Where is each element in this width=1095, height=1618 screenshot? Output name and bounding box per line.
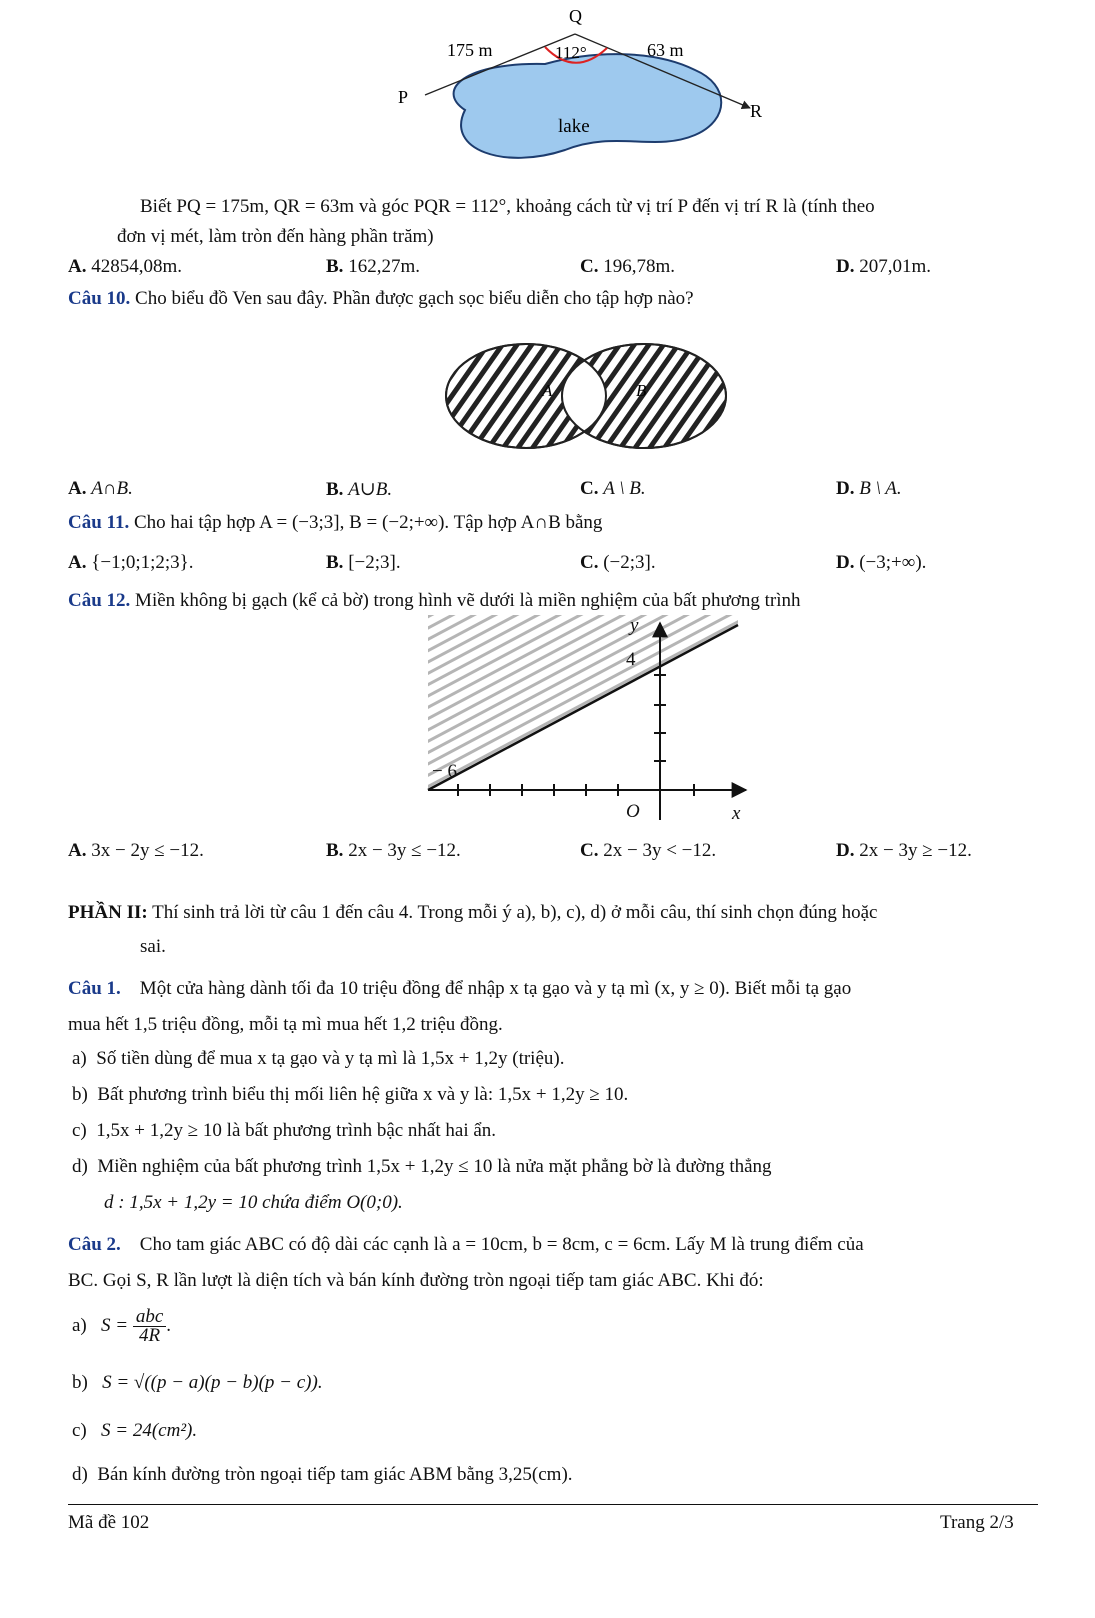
q9-option-b[interactable]: B. 162,27m.	[326, 256, 420, 277]
c2-item-b[interactable]: b) S = √((p − a)(p − b)(p − c)).	[72, 1372, 323, 1393]
pq-length: 175 m	[447, 40, 493, 60]
c1-question: Câu 1. Một cửa hàng dành tối đa 10 triệu đồng để nhập x tạ gạo và y tạ mì (x, y ≥ 0). Biết mỗi tạ gạo	[68, 978, 852, 999]
venn-label-a: A	[542, 381, 553, 400]
q10-option-b[interactable]: B. A∪B.	[326, 479, 393, 500]
lake-figure	[395, 0, 763, 175]
lake-label: lake	[558, 116, 590, 137]
hatched-region	[428, 615, 738, 790]
q11-option-b[interactable]: B. [−2;3].	[326, 552, 401, 573]
q12-option-a[interactable]: A. 3x − 2y ≤ −12.	[68, 840, 204, 861]
q9-option-a[interactable]: A. 42854,08m.	[68, 256, 183, 277]
q10-question: Câu 10. Cho biểu đồ Ven sau đây. Phần được gạch sọc biểu diễn cho tập hợp nào?	[68, 288, 694, 309]
c1-item-d-line2: d : 1,5x + 1,2y = 10 chứa điểm O(0;0).	[104, 1192, 403, 1213]
c1-item-a[interactable]: a) Số tiền dùng để mua x tạ gạo và y tạ mì là 1,5x + 1,2y (triệu).	[72, 1048, 565, 1069]
q12-option-b[interactable]: B. 2x − 3y ≤ −12.	[326, 840, 461, 861]
c2-item-d[interactable]: d) Bán kính đường tròn ngoại tiếp tam giác ABM bằng 3,25(cm).	[72, 1464, 573, 1485]
inequality-graph	[428, 615, 758, 830]
c1-item-c[interactable]: c) 1,5x + 1,2y ≥ 10 là bất phương trình bậc nhất hai ẩn.	[72, 1120, 497, 1141]
x-axis-label: x	[732, 803, 741, 824]
y-intercept-label: 4	[626, 649, 636, 670]
q9-option-d[interactable]: D. 207,01m.	[836, 256, 932, 277]
c2-question: Câu 2. Cho tam giác ABC có độ dài các cạnh là a = 10cm, b = 8cm, c = 6cm. Lấy M là trung điểm của	[68, 1234, 864, 1255]
q11-option-c[interactable]: C. (−2;3].	[580, 552, 656, 573]
q10-option-c[interactable]: C. A \ B.	[580, 478, 646, 499]
footer-page-number: Trang 2/3	[940, 1512, 1014, 1533]
angle-value: 112°	[555, 43, 587, 62]
footer-exam-code: Mã đề 102	[68, 1512, 150, 1533]
x-intercept-label: − 6	[432, 761, 457, 782]
lake-shape	[454, 54, 722, 158]
q9-option-c[interactable]: C. 196,78m.	[580, 256, 676, 277]
y-axis-label: y	[630, 615, 639, 636]
q12-option-c[interactable]: C. 2x − 3y < −12.	[580, 840, 717, 861]
c1-line2: mua hết 1,5 triệu đồng, mỗi tạ mì mua hết 1,2 triệu đồng.	[68, 1014, 503, 1035]
venn-label-b: B	[636, 381, 647, 400]
q9-text-line1: Biết PQ = 175m, QR = 63m và góc PQR = 112°, khoảng cách từ vị trí P đến vị trí R là (tính theo	[140, 196, 875, 217]
q11-question: Câu 11. Cho hai tập hợp A = (−3;3], B = (−2;+∞). Tập hợp A∩B bằng	[68, 512, 603, 533]
q11-option-a[interactable]: A. {−1;0;1;2;3}.	[68, 552, 194, 573]
c2-line2: BC. Gọi S, R lần lượt là diện tích và bán kính đường tròn ngoại tiếp tam giác ABC. Khi đó:	[68, 1270, 764, 1291]
q10-option-a[interactable]: A. A∩B.	[68, 478, 133, 499]
part2-line2: sai.	[140, 936, 166, 957]
venn-diagram	[444, 340, 730, 452]
q9-text-line2: đơn vị mét, làm tròn đến hàng phần trăm)	[117, 226, 434, 247]
q11-option-d[interactable]: D. (−3;+∞).	[836, 552, 927, 573]
q10-option-d[interactable]: D. B \ A.	[836, 478, 902, 499]
c2-item-c[interactable]: c) S = 24(cm²).	[72, 1420, 198, 1441]
q12-question: Câu 12. Miền không bị gạch (kể cả bờ) trong hình vẽ dưới là miền nghiệm của bất phương trình	[68, 590, 801, 611]
part2-heading: PHẦN II: Thí sinh trả lời từ câu 1 đến câu 4. Trong mỗi ý a), b), c), d) ở mỗi câu, thí sinh chọn đúng hoặc	[68, 902, 878, 923]
fraction-abc-4r: $\frac{\text{abc}}{4R}$	[133, 1308, 166, 1345]
label-q: Q	[569, 6, 582, 26]
q12-option-d[interactable]: D. 2x − 3y ≥ −12.	[836, 840, 972, 861]
c1-item-b[interactable]: b) Bất phương trình biểu thị mối liên hệ giữa x và y là: 1,5x + 1,2y ≥ 10.	[72, 1084, 629, 1105]
qr-length: 63 m	[647, 40, 684, 60]
label-r: R	[750, 101, 763, 121]
c1-item-d[interactable]: d) Miền nghiệm của bất phương trình 1,5x + 1,2y ≤ 10 là nửa mặt phẳng bờ là đường thẳng	[72, 1156, 772, 1177]
origin-label: O	[626, 801, 640, 822]
footer-divider	[68, 1504, 1038, 1505]
c2-item-a[interactable]: a) S = $\frac{\text{abc}}{4R}$ .	[72, 1306, 172, 1346]
label-p: P	[398, 87, 409, 107]
